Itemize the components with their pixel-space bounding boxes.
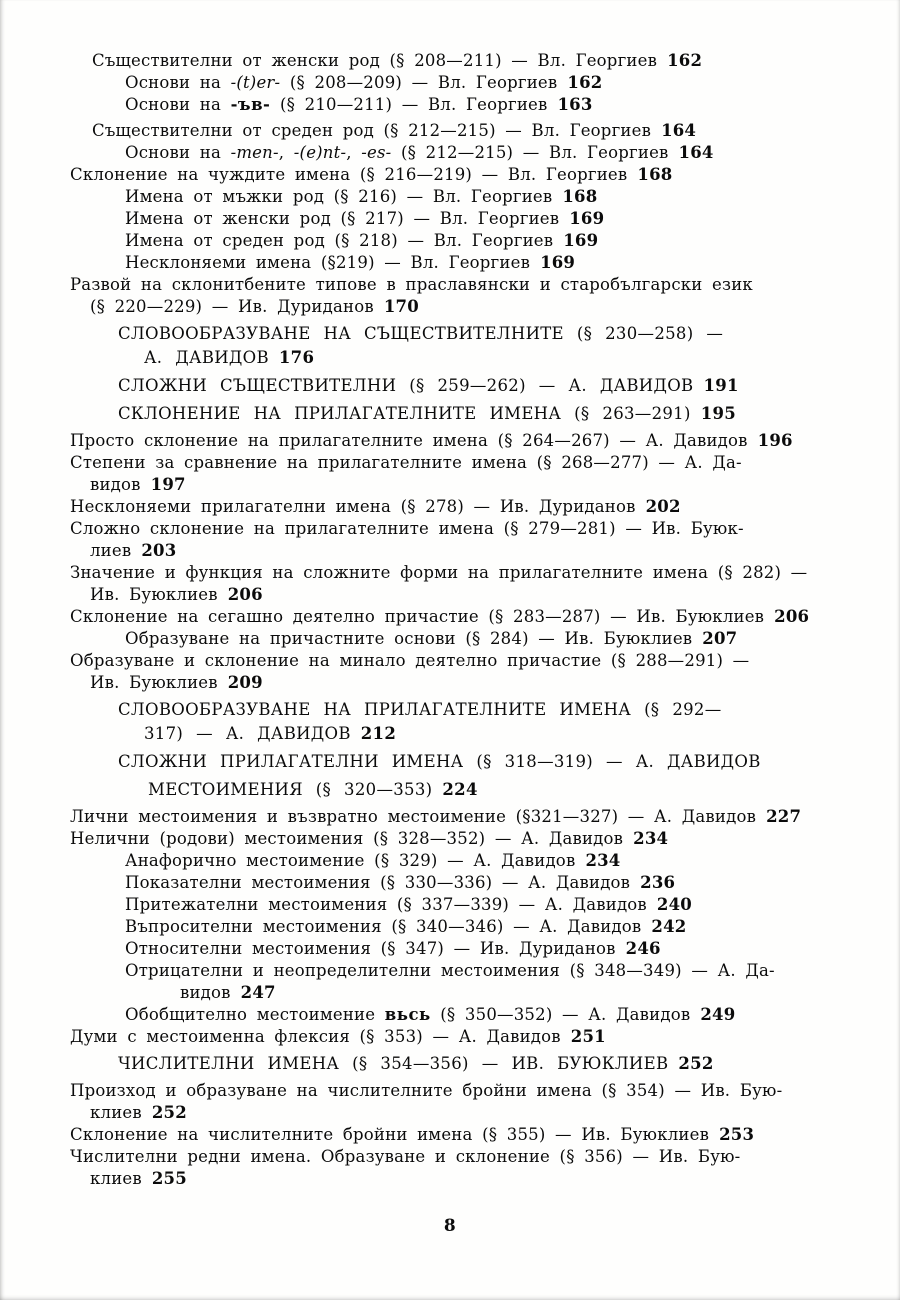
toc-entry — [125, 230, 886, 252]
entry-text: Образуване на причастните основи (§ 284) — Ив. Буюклиев — [125, 629, 693, 648]
toc-entry — [118, 750, 886, 774]
entry-text: (§ 208—209) — Вл. Георгиев — [280, 73, 558, 92]
entry-text: Съществителни от женски род (§ 208—211) — Вл. Георгиев — [92, 51, 658, 70]
toc-entry — [70, 518, 886, 562]
toc-entry — [118, 1052, 886, 1076]
entry-text: Притежателни местоимения (§ 337—339) — А. Давидов — [125, 895, 647, 914]
page-number: 163 — [557, 95, 593, 114]
page-number: 206 — [774, 607, 810, 626]
toc-entry — [92, 120, 886, 142]
page-number: 164 — [678, 143, 714, 162]
entry-text: Обобщително местоимение — [125, 1005, 385, 1024]
page-number: 252 — [151, 1103, 187, 1122]
page-number: 206 — [227, 585, 263, 604]
page-number: 162 — [567, 73, 603, 92]
toc-entry — [125, 960, 886, 1004]
toc-entry — [70, 1146, 886, 1190]
page-number: 169 — [563, 231, 599, 250]
entry-text: ЧИСЛИТЕЛНИ ИМЕНА (§ 354—356) — ИВ. БУЮКЛИЕВ — [118, 1054, 669, 1073]
entry-text: (§ 350—352) — А. Давидов — [430, 1005, 691, 1024]
toc-entry — [125, 142, 886, 164]
latin-morpheme: -(e)nt- — [293, 143, 347, 162]
page-number: 234 — [633, 829, 669, 848]
toc-entry — [125, 72, 886, 94]
toc-entry — [125, 628, 886, 650]
entry-text: Съществителни от среден род (§ 212—215) — Вл. Георгиев — [92, 121, 652, 140]
page-number: 249 — [700, 1005, 736, 1024]
entry-text: Показателни местоимения (§ 330—336) — А. Давидов — [125, 873, 631, 892]
entry-text: Основи на — [125, 95, 231, 114]
toc-entry — [125, 916, 886, 938]
page-number: 195 — [700, 404, 737, 423]
entry-text: Степени за сравнение на прилагателните имена (§ 268—277) — А. Да- — [70, 453, 742, 472]
page-number: 209 — [227, 673, 263, 692]
entry-text: Имена от мъжки род (§ 216) — Вл. Георгиев — [125, 187, 553, 206]
page-number: 246 — [625, 939, 661, 958]
page-number: 202 — [645, 497, 681, 516]
entry-text: Склонение на чуждите имена (§ 216—219) — Вл. Георгиев — [70, 165, 628, 184]
toc-entry — [118, 374, 886, 398]
entry-text: (§ 220—229) — Ив. Дуриданов — [90, 297, 374, 316]
entry-text: Произход и образуване на числителните бройни имена (§ 354) — Ив. Бую- — [70, 1081, 783, 1100]
page-number: 191 — [703, 376, 739, 395]
page-number: 203 — [141, 541, 177, 560]
entry-text: Склонение на сегашно деятелно причастие (§ 283—287) — Ив. Буюклиев — [70, 607, 765, 626]
toc-entry — [70, 1026, 886, 1048]
toc-entry — [70, 650, 886, 694]
entry-text: Развой на склонитбените типове в праславянски и старобългарски език — [70, 275, 753, 294]
entry-text: Имена от среден род (§ 218) — Вл. Георгиев — [125, 231, 554, 250]
toc-entry — [125, 186, 886, 208]
entry-text: Числителни редни имена. Образуване и склонение (§ 356) — Ив. Бую- — [70, 1147, 741, 1166]
entry-text: А. ДАВИДОВ — [144, 348, 269, 367]
toc-entry — [125, 1004, 886, 1026]
toc-entry — [125, 252, 886, 274]
page-number: 240 — [656, 895, 692, 914]
toc-entry — [148, 778, 886, 802]
page-number: 162 — [667, 51, 703, 70]
toc-entry — [125, 894, 886, 916]
page-number: 227 — [766, 807, 802, 826]
page-number: 212 — [360, 724, 397, 743]
page-number: 176 — [278, 348, 315, 367]
page-number: 170 — [383, 297, 419, 316]
page-number: 242 — [651, 917, 687, 936]
toc-entry — [125, 94, 886, 116]
entry-text: 317) — А. ДАВИДОВ — [144, 724, 351, 743]
toc-entry — [92, 50, 886, 72]
entry-text: Отрицателни и неопределителни местоимения (§ 348—349) — А. Да- — [125, 961, 775, 980]
toc-entry — [118, 322, 886, 370]
entry-text: Просто склонение на прилагателните имена (§ 264—267) — А. Давидов — [70, 431, 748, 450]
entry-text: Основи на — [125, 143, 231, 162]
entry-text: Относителни местоимения (§ 347) — Ив. Дуриданов — [125, 939, 616, 958]
entry-text: Несклоняеми имена (§219) — Вл. Георгиев — [125, 253, 531, 272]
latin-morpheme: -es- — [361, 143, 392, 162]
toc-entry — [70, 828, 886, 850]
page-number: 169 — [540, 253, 576, 272]
toc-entry — [70, 430, 886, 452]
entry-text: Образуване и склонение на минало деятелно причастие (§ 288—291) — — [70, 651, 750, 670]
entry-text: Основи на — [125, 73, 231, 92]
entry-text: Сложно склонение на прилагателните имена (§ 279—281) — Ив. Буюк- — [70, 519, 744, 538]
toc-entry — [70, 274, 886, 318]
entry-text: Ив. Буюклиев — [90, 673, 218, 692]
page-number: 224 — [442, 780, 478, 799]
toc-entry — [125, 872, 886, 894]
toc-entry — [125, 208, 886, 230]
old-slavonic-word: -ъв- — [230, 95, 271, 114]
entry-text: клиев — [90, 1169, 142, 1188]
entry-text: СЛОВООБРАЗУВАНЕ НА СЪЩЕСТВИТЕЛНИТЕ (§ 230—258) — — [118, 324, 724, 343]
page-number: 234 — [585, 851, 621, 870]
entry-text: клиев — [90, 1103, 142, 1122]
page-number: 197 — [150, 475, 186, 494]
toc-entry — [118, 402, 886, 426]
entry-text: Склонение на числителните бройни имена (§ 355) — Ив. Буюклиев — [70, 1125, 710, 1144]
entry-text: видов — [180, 983, 231, 1002]
page-number: 255 — [151, 1169, 187, 1188]
entry-text: Нелични (родови) местоимения (§ 328—352) — А. Давидов — [70, 829, 624, 848]
toc-entry — [70, 164, 886, 186]
page-number: 236 — [640, 873, 676, 892]
entry-text: Думи с местоименна флексия (§ 353) — А. Давидов — [70, 1027, 561, 1046]
entry-text: Ив. Буюклиев — [90, 585, 218, 604]
toc-entry — [70, 1080, 886, 1124]
folio-page-number: 8 — [443, 1216, 457, 1236]
page-number: 207 — [702, 629, 738, 648]
page-number: 168 — [562, 187, 598, 206]
entry-text: , — [346, 143, 362, 162]
entry-text: СЛОЖНИ ПРИЛАГАТЕЛНИ ИМЕНА (§ 318—319) — А. ДАВИДОВ — [118, 752, 761, 771]
toc-entry — [70, 452, 886, 496]
entry-text: видов — [90, 475, 141, 494]
toc-entry — [125, 850, 886, 872]
entry-text: Въпросителни местоимения (§ 340—346) — А. Давидов — [125, 917, 642, 936]
old-slavonic-word: вьсь — [384, 1005, 431, 1024]
latin-morpheme: -(t)er- — [230, 73, 281, 92]
entry-text: Анафорично местоимение (§ 329) — А. Давидов — [125, 851, 576, 870]
entry-text: Имена от женски род (§ 217) — Вл. Георгиев — [125, 209, 560, 228]
page-number: 251 — [570, 1027, 606, 1046]
entry-text: лиев — [90, 541, 132, 560]
entry-text: (§ 210—211) — Вл. Георгиев — [270, 95, 548, 114]
toc-entry — [70, 562, 886, 606]
page-number: 164 — [661, 121, 697, 140]
entry-text: СЛОВООБРАЗУВАНЕ НА ПРИЛАГАТЕЛНИТЕ ИМЕНА (§ 292— — [118, 700, 722, 719]
page-number: 196 — [757, 431, 793, 450]
toc-entry — [125, 938, 886, 960]
page-number: 168 — [637, 165, 673, 184]
latin-morpheme: -men- — [230, 143, 279, 162]
entry-text: МЕСТОИМЕНИЯ (§ 320—353) — [148, 780, 433, 799]
entry-text: СЛОЖНИ СЪЩЕСТВИТЕЛНИ (§ 259—262) — А. ДАВИДОВ — [118, 376, 694, 395]
toc-entry — [70, 606, 886, 628]
page-number: 252 — [678, 1054, 714, 1073]
toc-entry — [70, 1124, 886, 1146]
entry-text: Значение и функция на сложните форми на прилагателните имена (§ 282) — — [70, 563, 808, 582]
toc-entry — [118, 698, 886, 746]
entry-text: СКЛОНЕНИЕ НА ПРИЛАГАТЕЛНИТЕ ИМЕНА (§ 263—291) — [118, 404, 691, 423]
toc-entry — [70, 496, 886, 518]
entry-text: Лични местоимения и възвратно местоимение (§321—327) — А. Давидов — [70, 807, 757, 826]
page-number: 253 — [719, 1125, 755, 1144]
toc-entry — [70, 806, 886, 828]
page-number: 247 — [240, 983, 276, 1002]
entry-text: , — [278, 143, 294, 162]
page-number: 169 — [569, 209, 605, 228]
entry-text: (§ 212—215) — Вл. Георгиев — [391, 143, 669, 162]
entry-text: Несклоняеми прилагателни имена (§ 278) — Ив. Дуриданов — [70, 497, 636, 516]
